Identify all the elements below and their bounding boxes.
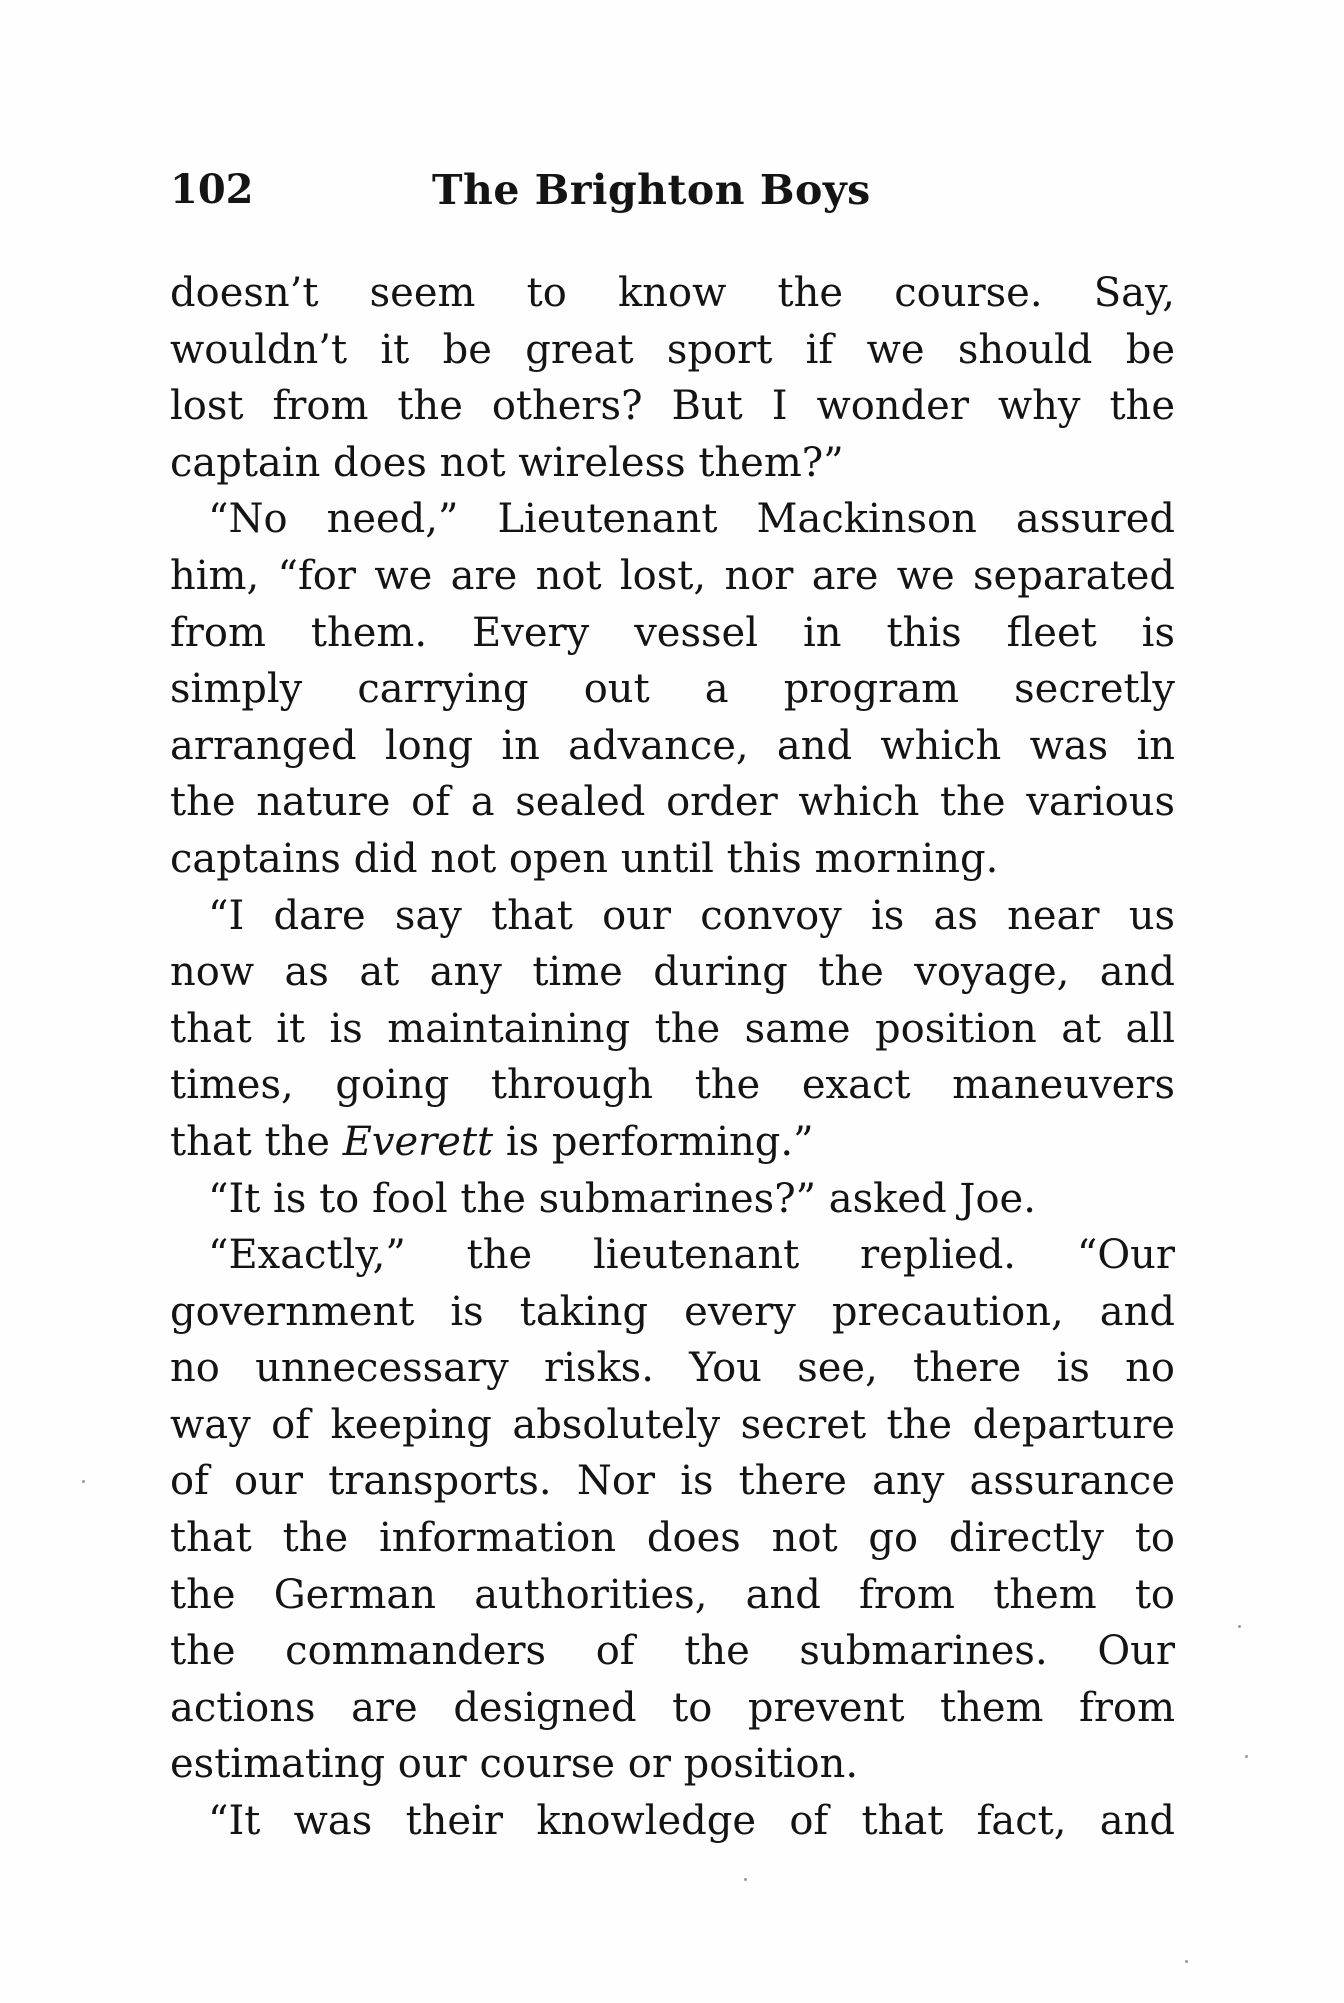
text-line: estimating our course or position. <box>170 1741 859 1788</box>
ship-name-italic: Everett <box>342 1118 494 1165</box>
text-line: “No need,” Lieutenant Mackinson assured <box>208 496 1175 543</box>
text-line: that it is maintaining the same position at all <box>170 1005 1175 1052</box>
running-head <box>170 160 960 220</box>
paper-speck <box>1238 1625 1241 1628</box>
text-line: “I dare say that our convoy is as near us <box>208 892 1175 939</box>
text-fragment: that the <box>170 1118 330 1165</box>
text-line: that the information does not go directly to <box>170 1515 1175 1562</box>
paper-speck <box>1245 1755 1248 1758</box>
text-line: government is taking every precaution, and <box>170 1288 1175 1335</box>
text-line: captains did not open until this morning. <box>170 835 999 882</box>
text-line: from them. Every vessel in this fleet is <box>170 609 1175 656</box>
paper-speck <box>744 1878 747 1881</box>
text-line-with-italic <box>170 1114 1175 1171</box>
text-line: wouldn’t it be great sport if we should be <box>170 326 1175 373</box>
text-line: him, “for we are not lost, nor are we separated <box>170 552 1175 599</box>
text-line: actions are designed to prevent them from <box>170 1684 1175 1731</box>
body-text <box>170 265 1175 1850</box>
text-line: the German authorities, and from them to <box>170 1571 1175 1618</box>
paper-speck <box>82 1480 85 1483</box>
text-line: “Exactly,” the lieutenant replied. “Our <box>208 1232 1175 1279</box>
text-line: arranged long in advance, and which was in <box>170 722 1175 769</box>
text-line: no unnecessary risks. You see, there is no <box>170 1345 1175 1392</box>
text-line: of our transports. Nor is there any assurance <box>170 1458 1175 1505</box>
paper-speck <box>1185 1960 1188 1963</box>
text-line: the nature of a sealed order which the various <box>170 779 1175 826</box>
book-title: The Brighton Boys <box>432 166 871 214</box>
text-line: the commanders of the submarines. Our <box>170 1628 1175 1675</box>
text-line: doesn’t seem to know the course. Say, <box>170 270 1175 316</box>
page-number: 102 <box>170 166 254 213</box>
text-line: simply carrying out a program secretly <box>170 666 1175 713</box>
text-line: times, going through the exact maneuvers <box>170 1062 1175 1109</box>
text-fragment: is performing.” <box>505 1118 814 1165</box>
text-line: “It was their knowledge of that fact, and <box>208 1798 1175 1845</box>
text-line: now as at any time during the voyage, and <box>170 949 1175 996</box>
text-line: way of keeping absolutely secret the departure <box>170 1401 1175 1448</box>
text-line: captain does not wireless them?” <box>170 439 844 486</box>
text-line: “It is to fool the submarines?” asked Joe. <box>208 1175 1036 1222</box>
text-line: lost from the others? But I wonder why the <box>170 383 1175 430</box>
